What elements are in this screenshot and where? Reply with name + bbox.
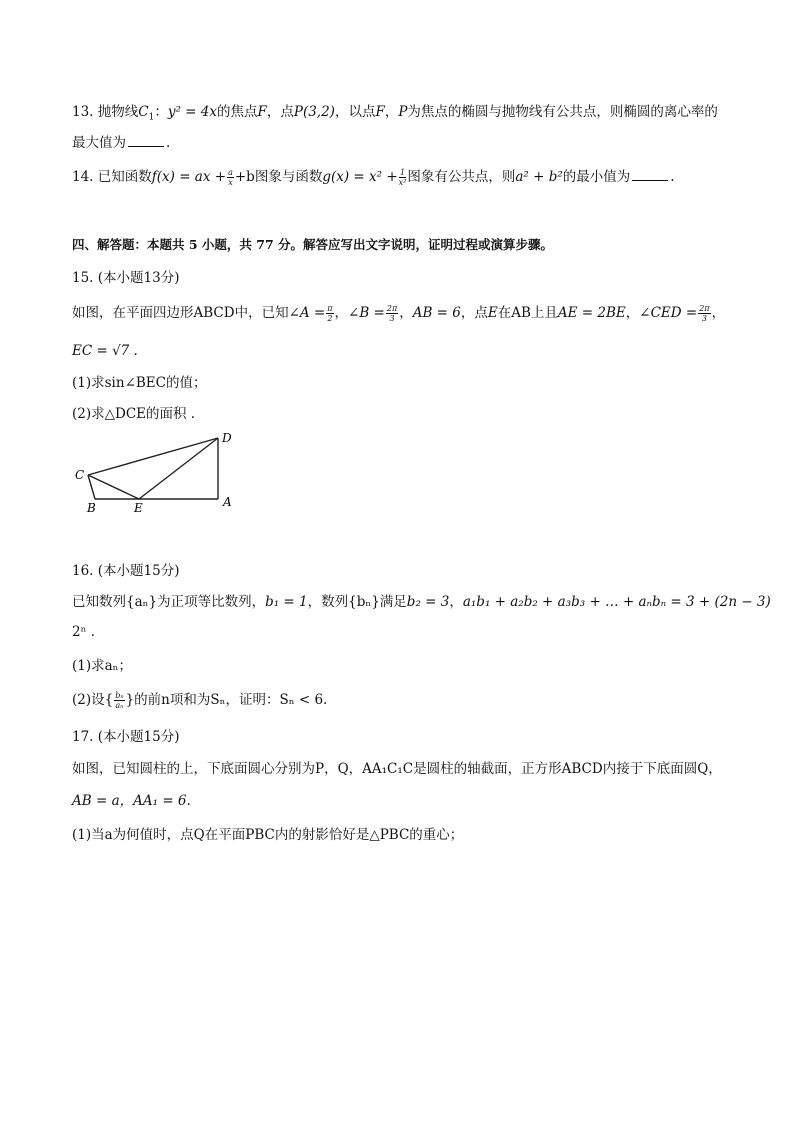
sum-eq: a₁b₁ + a₂b₂ + a₃b₃ + … + aₙbₙ = 3 + (2n − 3) (462, 594, 771, 610)
angle-A: ∠A = (288, 305, 326, 321)
q13-F: F (257, 104, 267, 120)
sep: ， (334, 305, 349, 321)
sep: ， (399, 305, 413, 321)
q15-line-2: EC = √7 . (72, 343, 138, 359)
q13-line-1 (72, 103, 718, 127)
q13-text: ： (154, 104, 168, 120)
q16-header: 16. (本小题15分) (72, 563, 180, 579)
frac-num: 2π (699, 304, 710, 313)
frac-den: x (228, 178, 233, 187)
q14-fx: f(x) = ax + (151, 169, 227, 185)
q14-text: 的最小值为 (562, 169, 631, 185)
q13-F2: F (375, 104, 385, 120)
label-C: C (75, 468, 85, 482)
q14-text: . (670, 169, 675, 185)
q13-text: ， (384, 104, 399, 120)
ae-eq: AE = 2BE (557, 305, 626, 321)
q17-part-1: (1)当a为何值时，点Q在平面PBC内的射影恰好是△PBC的重心； (72, 827, 464, 843)
point-E: E (487, 305, 498, 321)
q13-text: 最大值为 (72, 135, 126, 151)
frac-den: 2 (327, 314, 333, 323)
q16-part-2 (72, 691, 327, 710)
q15-line-1 (72, 304, 725, 323)
frac-num: bₙ (115, 691, 124, 700)
q16-line-1 (72, 593, 771, 611)
segment-CE (88, 475, 139, 499)
frac-den: aₙ (115, 701, 124, 710)
quadrilateral-figure (72, 428, 242, 518)
angle-B: ∠B = (348, 305, 385, 321)
b2-eq: b₂ = 3 (406, 594, 450, 610)
q16-text: ，数列{bₙ}满足 (307, 594, 407, 610)
q13-text: ，以点 (334, 104, 376, 120)
answer-blank (128, 134, 164, 147)
b1-eq: b₁ = 1 (265, 594, 308, 610)
label-A: A (223, 495, 232, 509)
q15-part-2: (2)求△DCE的面积 . (72, 406, 196, 422)
q14-expr: a² + b² (515, 169, 563, 185)
q13-c1: C (138, 104, 149, 120)
q13-text: 13. 抛物线 (72, 104, 139, 120)
q14-fraction (227, 168, 234, 187)
q15-header: 15. (本小题13分) (72, 270, 180, 286)
frac-num: 1 (399, 168, 406, 177)
section-heading: 四、解答题：本题共 5 小题，共 77 分。解答应写出文字说明，证明过程或演算步骤。 (72, 237, 554, 252)
frac-A (326, 304, 333, 323)
frac-den: 3 (389, 314, 395, 323)
q14-gx: g(x) = x² + (322, 169, 398, 185)
q16-text: ， (449, 594, 463, 610)
label-B: B (87, 501, 96, 515)
q17-line-1: 如图，已知圆柱的上，下底面圆心分别为P，Q，AA₁C₁C是圆柱的轴截面，正方形ABCD内接于下底面圆Q， (72, 761, 722, 777)
q14-text: 图象有公共点，则 (407, 169, 516, 185)
q15-part-1: (1)求sin∠BEC的值； (72, 375, 207, 391)
frac-B (386, 304, 398, 323)
q15-text: 如图，在平面四边形ABCD中，已知 (72, 305, 289, 321)
sep: ， (625, 305, 640, 321)
frac-num: 2π (386, 304, 398, 313)
q13-text: 为焦点的椭圆与抛物线有公共点，则椭圆的离心率的 (407, 104, 718, 120)
q13-text: 的焦点 (216, 104, 258, 120)
frac-bn-an (114, 691, 124, 710)
q13-text: ，点 (266, 104, 294, 120)
frac-CED (698, 304, 710, 323)
frac-num: a (228, 168, 233, 177)
q16-text: }的前n项和为Sₙ，证明：Sₙ < 6. (125, 692, 328, 708)
q15-text: ，点 (460, 305, 488, 321)
segment-CD (88, 438, 218, 475)
q13-P2: P (398, 104, 408, 120)
segment-CB (88, 475, 95, 499)
segment-ED (139, 438, 218, 499)
q14-text: 14. 已知函数 (72, 169, 152, 185)
q16-text: (2)设{ (72, 692, 114, 708)
q13-P: P(3,2) (293, 104, 335, 120)
q17-line-2: AB = a，AA₁ = 6. (72, 793, 191, 809)
ab-eq: AB = 6 (412, 305, 461, 321)
q14-text: +b图象与函数 (234, 169, 323, 185)
sep: ， (711, 305, 726, 321)
q13-text: . (166, 135, 171, 151)
frac-den: 3 (701, 314, 707, 323)
frac-num: π (327, 304, 333, 313)
q16-text: 已知数列{aₙ}为正项等比数列， (72, 594, 266, 610)
q13-line-2 (72, 134, 170, 152)
q13-equation: y² = 4x (167, 104, 217, 120)
q16-part-1: (1)求aₙ； (72, 658, 133, 674)
q17-header: 17. (本小题15分) (72, 729, 180, 745)
label-E: E (134, 501, 143, 515)
q16-line-2: 2ⁿ . (72, 624, 96, 640)
q13-c1-sub: 1 (148, 112, 155, 123)
q14-fraction-2 (399, 168, 407, 187)
angle-CED: ∠CED = (639, 305, 698, 321)
q15-text: 在AB上且 (497, 305, 558, 321)
label-D: D (222, 431, 232, 445)
frac-den: x² (398, 178, 407, 187)
answer-blank (632, 168, 668, 181)
q14-line (72, 168, 675, 187)
